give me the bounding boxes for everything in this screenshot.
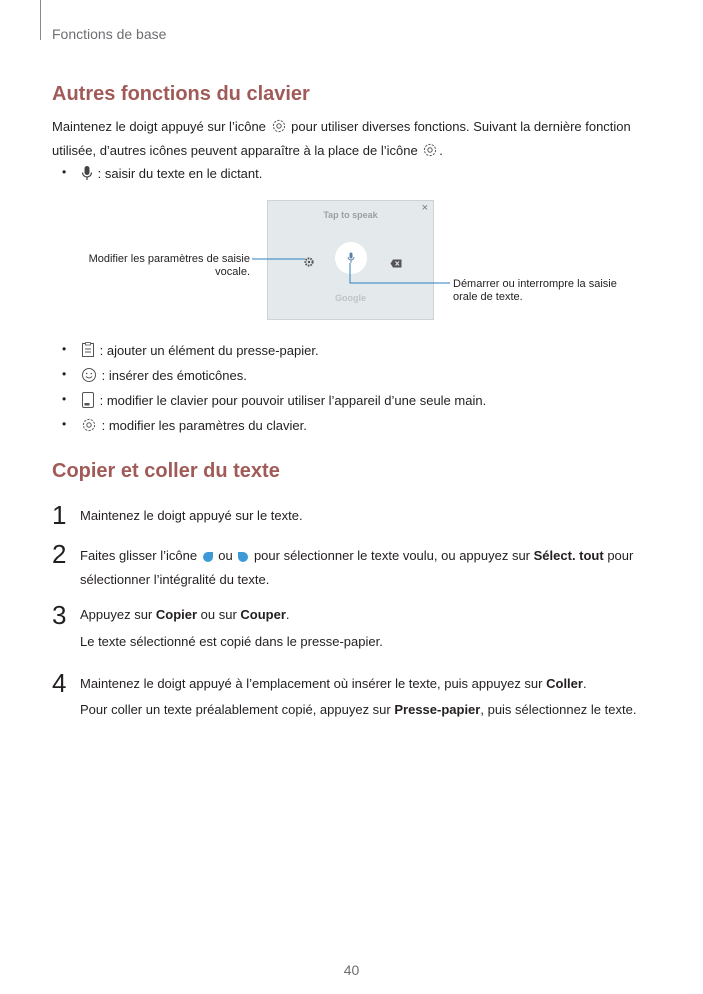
bullet-marker: • [62, 367, 67, 381]
intro-text: pour utiliser diverses fonctions. Suivant la dernière fonction [287, 119, 631, 134]
intro-text: utilisée, d’autres icônes peuvent apparaître à la place de l’icône [52, 143, 422, 158]
step-text: . [285, 607, 290, 622]
step-text: ou sur [197, 607, 241, 622]
cut-label: Couper [240, 607, 286, 622]
callout-text: Démarrer ou interrompre la saisie [453, 278, 617, 290]
step-3-text [80, 604, 660, 625]
callout-text: Modifier les paramètres de saisie [88, 253, 250, 265]
close-icon: × [421, 202, 428, 214]
panel-title: Tap to speak [323, 210, 378, 220]
step-3-subtext: Le texte sélectionné est copié dans le presse-papier. [80, 634, 383, 649]
bullet-text: : modifier les paramètres du clavier. [98, 418, 307, 433]
running-header: Fonctions de base [52, 26, 167, 42]
page-number: 40 [343, 962, 360, 978]
step-number: 3 [52, 600, 67, 630]
paste-label: Coller [546, 676, 583, 691]
google-label: Google [335, 293, 366, 303]
step-text: Appuyez sur [80, 607, 156, 622]
step-text: Pour coller un texte préalablement copié, appuyez sur [80, 702, 395, 717]
selection-handle-left-icon [202, 548, 214, 569]
bullet-text: : insérer des émoticônes. [98, 368, 247, 383]
bullet-marker: • [62, 342, 67, 356]
bullet-text: : modifier le clavier pour pouvoir utiliser l’appareil d’une seule main. [96, 393, 487, 408]
step-4-text [80, 673, 660, 694]
callout-text: orale de texte. [453, 291, 523, 303]
section-heading-keyboard: Autres fonctions du clavier [52, 83, 310, 105]
bullet-text: : saisir du texte en le dictant. [94, 166, 263, 181]
clipboard-icon [81, 342, 95, 364]
step-number: 1 [52, 500, 67, 530]
step-number: 4 [52, 668, 67, 698]
step-text: sélectionner l’intégralité du texte. [80, 572, 270, 587]
step-text: Faites glisser l’icône [80, 548, 201, 563]
step-number: 2 [52, 539, 67, 569]
step-text: , puis sélectionnez le texte. [480, 702, 637, 717]
step-1-text: Maintenez le doigt appuyé sur le texte. [80, 508, 303, 523]
bullet-text: : ajouter un élément du presse-papier. [96, 343, 319, 358]
step-text: ou [214, 548, 237, 563]
bullet-marker: • [62, 165, 67, 179]
gear-icon [81, 417, 97, 439]
select-all-label: Sélect. tout [533, 548, 604, 563]
callout-text: vocale. [215, 266, 250, 278]
callout-line-right [350, 263, 450, 283]
clipboard-label: Presse-papier [394, 702, 481, 717]
bullet-marker: • [62, 417, 67, 431]
section-heading-copy-paste: Copier et coller du texte [52, 460, 280, 482]
one-hand-icon [81, 392, 95, 414]
step-text: . [582, 676, 587, 691]
smiley-icon [81, 367, 97, 389]
step-text: pour [603, 548, 634, 563]
callout-right [453, 278, 653, 304]
step-2-text [80, 545, 660, 590]
step-4-subtext [80, 699, 660, 720]
intro-text: . [439, 143, 443, 158]
bullet-item-one-hand [80, 390, 486, 414]
bullet-item-emoticons [80, 365, 247, 389]
bullet-item-clipboard [80, 340, 319, 364]
bullet-item-settings [80, 415, 307, 439]
bullet-marker: • [62, 392, 67, 406]
step-text: pour sélectionner le texte voulu, ou appuyez sur [250, 548, 534, 563]
copy-label: Copier [155, 607, 198, 622]
step-text: Maintenez le doigt appuyé à l’emplacement où insérer le texte, puis appuyez sur [80, 676, 547, 691]
selection-handle-right-icon [237, 548, 249, 569]
intro-text: Maintenez le doigt appuyé sur l’icône [52, 119, 270, 134]
callout-left [50, 253, 250, 279]
